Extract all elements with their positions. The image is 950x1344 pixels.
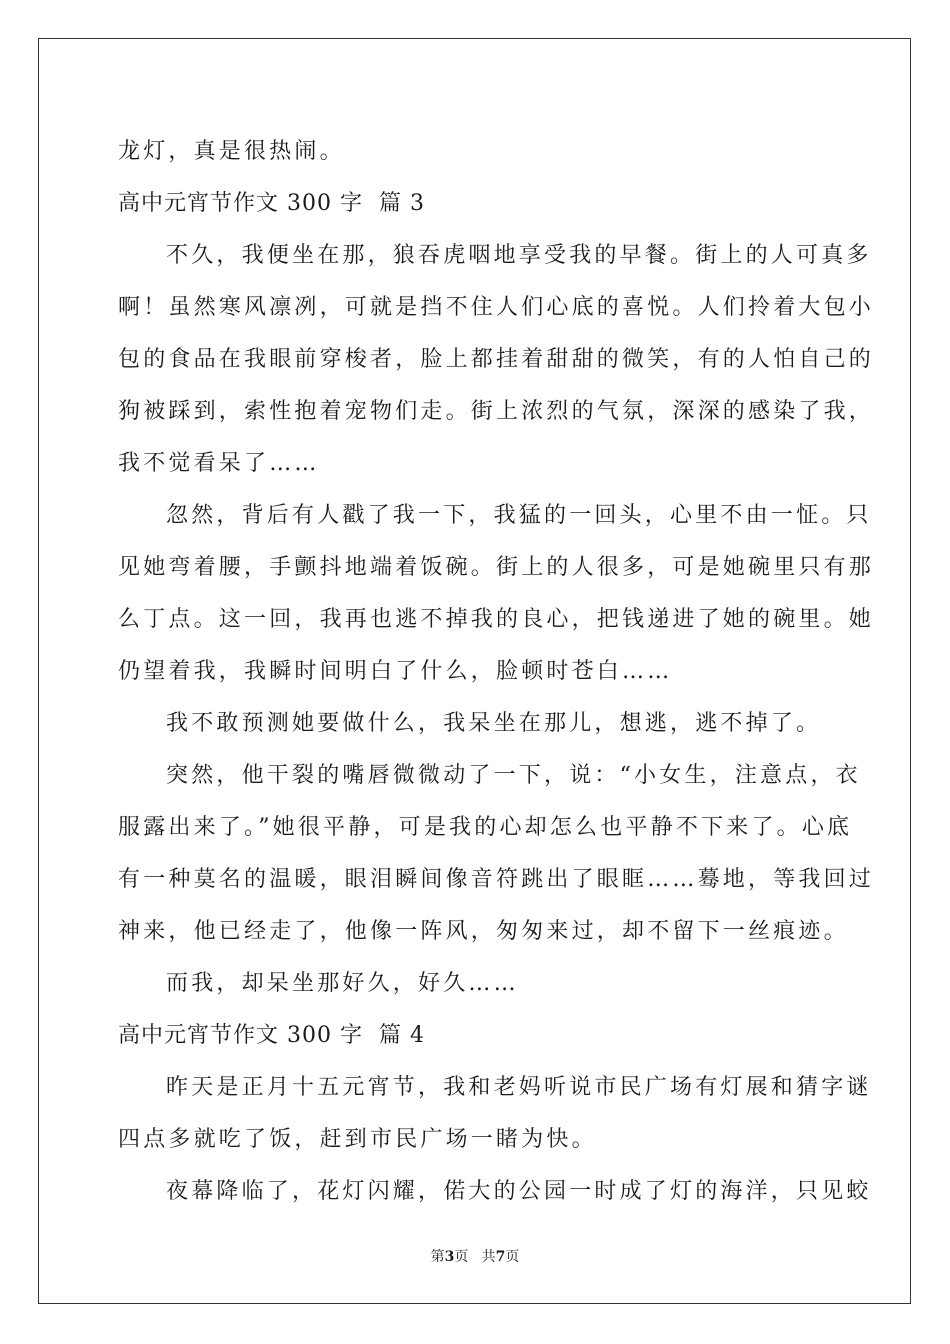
- text-line: 包的食品在我眼前穿梭者，脸上都挂着甜甜的微笑，有的人怕自己的: [118, 347, 875, 372]
- text-line: 啊！虽然寒风凛冽，可就是挡不住人们心底的喜悦。人们拎着大包小: [118, 295, 875, 320]
- text-line: 有一种莫名的温暖，眼泪瞬间像音符跳出了眼眶……蓦地，等我回过: [118, 867, 875, 892]
- footer-prefix: 第: [430, 1249, 445, 1265]
- text-line: 昨天是正月十五元宵节，我和老妈听说市民广场有灯展和猜字谜: [166, 1075, 872, 1100]
- text-line: 忽然，背后有人戳了我一下，我猛的一回头，心里不由一怔。只: [166, 503, 872, 528]
- total-page-count: 7: [495, 1249, 506, 1265]
- text-line: 我不敢预测她要做什么，我呆坐在那儿，想逃，逃不掉了。: [166, 711, 822, 736]
- text-line: 仍望着我，我瞬时间明白了什么，脸顿时苍白……: [118, 659, 673, 684]
- text-line: 龙灯，真是很热闹。: [118, 139, 345, 164]
- footer-middle: 页 共: [454, 1249, 496, 1265]
- text-line: 见她弯着腰，手颤抖地端着饭碗。街上的人很多，可是她碗里只有那: [118, 555, 875, 580]
- text-line: 神来，他已经走了，他像一阵风，匆匆来过，却不留下一丝痕迹。: [118, 919, 849, 944]
- text-line: 狗被踩到，索性抱着宠物们走。街上浓烈的气氛，深深的感染了我，: [118, 399, 875, 424]
- footer-suffix: 页: [505, 1249, 520, 1265]
- page-footer: [0, 1248, 950, 1266]
- document-body: [118, 126, 875, 1218]
- text-line: 而我，却呆坐那好久，好久……: [166, 971, 519, 996]
- section-heading: 高中元宵节作文 300 字 篇 3: [118, 191, 425, 216]
- section-heading: 高中元宵节作文 300 字 篇 4: [118, 1023, 425, 1048]
- text-line: 么丁点。这一回，我再也逃不掉我的良心，把钱递进了她的碗里。她: [118, 607, 875, 632]
- text-line: 四点多就吃了饭，赶到市民广场一睹为快。: [118, 1127, 597, 1152]
- text-line: 突然，他干裂的嘴唇微微动了一下，说：“小女生，注意点，衣: [166, 763, 861, 788]
- text-line: 不久，我便坐在那，狼吞虎咽地享受我的早餐。街上的人可真多: [166, 243, 872, 268]
- current-page-number: 3: [444, 1249, 455, 1265]
- text-line: 夜幕降临了，花灯闪耀，偌大的公园一时成了灯的海洋，只见蛟: [166, 1179, 872, 1204]
- text-line: 服露出来了。”她很平静，可是我的心却怎么也平静不下来了。心底: [118, 815, 853, 840]
- text-line: 我不觉看呆了……: [118, 451, 320, 476]
